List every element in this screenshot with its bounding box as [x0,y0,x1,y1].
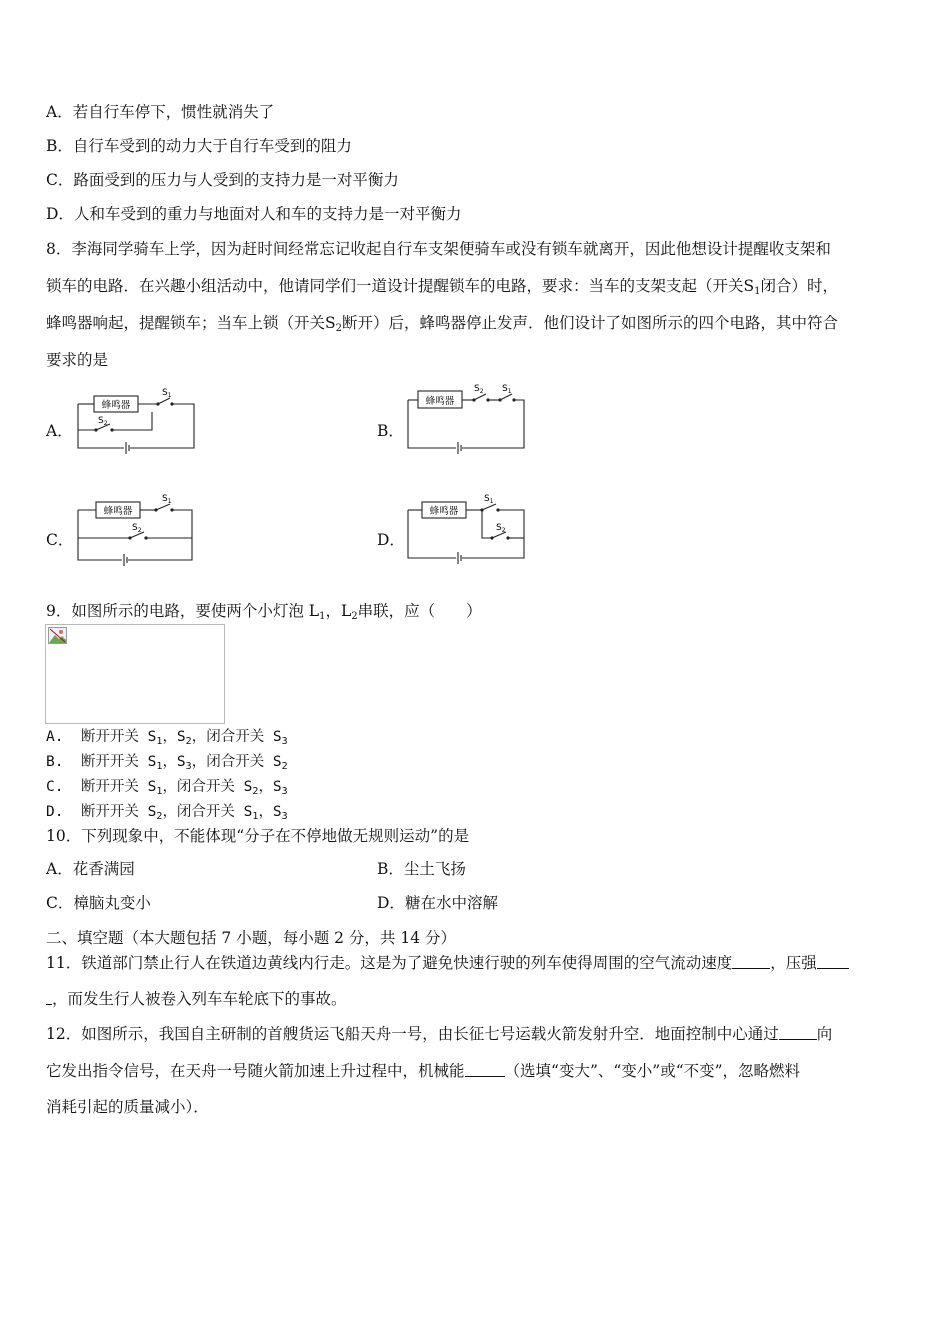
circuit-b-buzzer-label: 蜂鸣器 [425,396,455,407]
q8-option-c-label: C． [46,531,74,549]
q8-option-d-label: D． [377,531,405,549]
q12-blank-2[interactable] [465,1061,505,1077]
q10-option-c: C．樟脑丸变小 [46,894,151,912]
circuit-a-svg [74,386,200,458]
circuit-c-s2-label: $S_2$ [132,523,142,534]
q9-option-b: B. 断开开关 $S_1$，$S_3$，闭合开关 $S_2$ [46,754,288,772]
circuit-c-s1-label: $S_1$ [162,494,172,505]
q11-line-2: ，而发生行人被卷入列车车轮底下的事故。 [46,989,347,1009]
q10-option-b: B．尘土飞扬 [377,860,466,878]
q9-option-a: A. 断开开关 $S_1$，$S_2$，闭合开关 $S_3$ [46,729,288,747]
q7-option-b: B．自行车受到的动力大于自行车受到的阻力 [46,137,352,155]
q8-stem-line-4: 要求的是 [46,351,109,369]
q10-option-d: D．糖在水中溶解 [377,894,498,912]
q12-line-1: 12．如图所示，我国自主研制的首艘货运飞船天舟一号，由长征七号运载火箭发射升空．地面控制中心通过 向 [46,1025,833,1043]
circuit-d-s2-label: $S_2$ [496,523,506,534]
circuit-d-svg [404,492,530,566]
circuit-diagram-a [74,386,200,458]
q10-option-a: A．花香满园 [46,860,135,878]
circuit-diagram-c [74,492,200,566]
q12-line-3: 消耗引起的质量减小）． [46,1098,209,1116]
q8-option-b-label: B． [377,422,404,440]
circuit-b-s1-label: $S_1$ [502,384,512,395]
q8-stem-line-2: 锁车的电路．在兴趣小组活动中，他请同学们一道设计提醒锁车的电路，要求：当车的支架支起（开关$S_1$闭合）时， [46,277,839,297]
q12-blank-1[interactable] [779,1024,817,1040]
q10-stem: 10．下列现象中，不能体现“分子在不停地做无规则运动”的是 [46,827,470,845]
q12-line-2: 它发出指令信号，在天舟一号随火箭加速上升过程中，机械能 （选填“变大”、“变小”或“不变”，忽略燃料 [46,1062,801,1080]
q9-stem: 9．如图所示的电路，要使两个小灯泡 $L_1$，$L_2$串联，应（ ） [46,602,482,622]
q9-broken-image-placeholder [45,624,225,724]
q11-line-1: 11．铁道部门禁止行人在铁道边黄线内行走。这是为了避免快速行驶的列车使得周围的空气流动速度 ，压强 [46,953,849,973]
q9-option-c: C. 断开开关 $S_1$，闭合开关 $S_2$，$S_3$ [46,779,288,797]
circuit-b-s2-label: $S_2$ [474,384,484,395]
q8-stem-line-1: 8．李海同学骑车上学，因为赶时间经常忘记收起自行车支架便骑车或没有锁车就离开，因此他想设计提醒收支架和 [46,240,831,258]
broken-image-icon [48,627,67,644]
q8-stem-line-3: 蜂鸣器响起，提醒锁车；当车上锁（开关$S_2$断开）后，蜂鸣器停止发声．他们设计了如图所示的四个电路，其中符合 [46,314,839,334]
circuit-a-s1-label: $S_1$ [162,388,172,399]
circuit-d-s1-label: $S_1$ [484,494,494,505]
q7-option-d: D．人和车受到的重力与地面对人和车的支持力是一对平衡力 [46,205,462,223]
q11-blank-1[interactable] [732,953,770,969]
circuit-c-svg [74,492,200,566]
q8-option-a-label: A． [46,422,73,440]
circuit-a-s2-label: $S_2$ [98,416,108,427]
q9-option-d: D. 断开开关 $S_2$，闭合开关 $S_1$，$S_3$ [46,804,288,822]
circuit-b-svg [404,384,530,456]
section-2-title: 二、填空题（本大题包括 7 小题，每小题 2 分，共 14 分） [46,929,457,947]
q7-option-a: A．若自行车停下，惯性就消失了 [46,103,275,121]
circuit-a-buzzer-label: 蜂鸣器 [101,400,131,411]
q7-option-c: C．路面受到的压力与人受到的支持力是一对平衡力 [46,171,399,189]
circuit-diagram-b [404,384,530,456]
circuit-d-buzzer-label: 蜂鸣器 [429,506,459,517]
circuit-c-buzzer-label: 蜂鸣器 [103,506,133,517]
circuit-diagram-d [404,492,530,566]
q11-blank-2[interactable] [817,953,849,969]
